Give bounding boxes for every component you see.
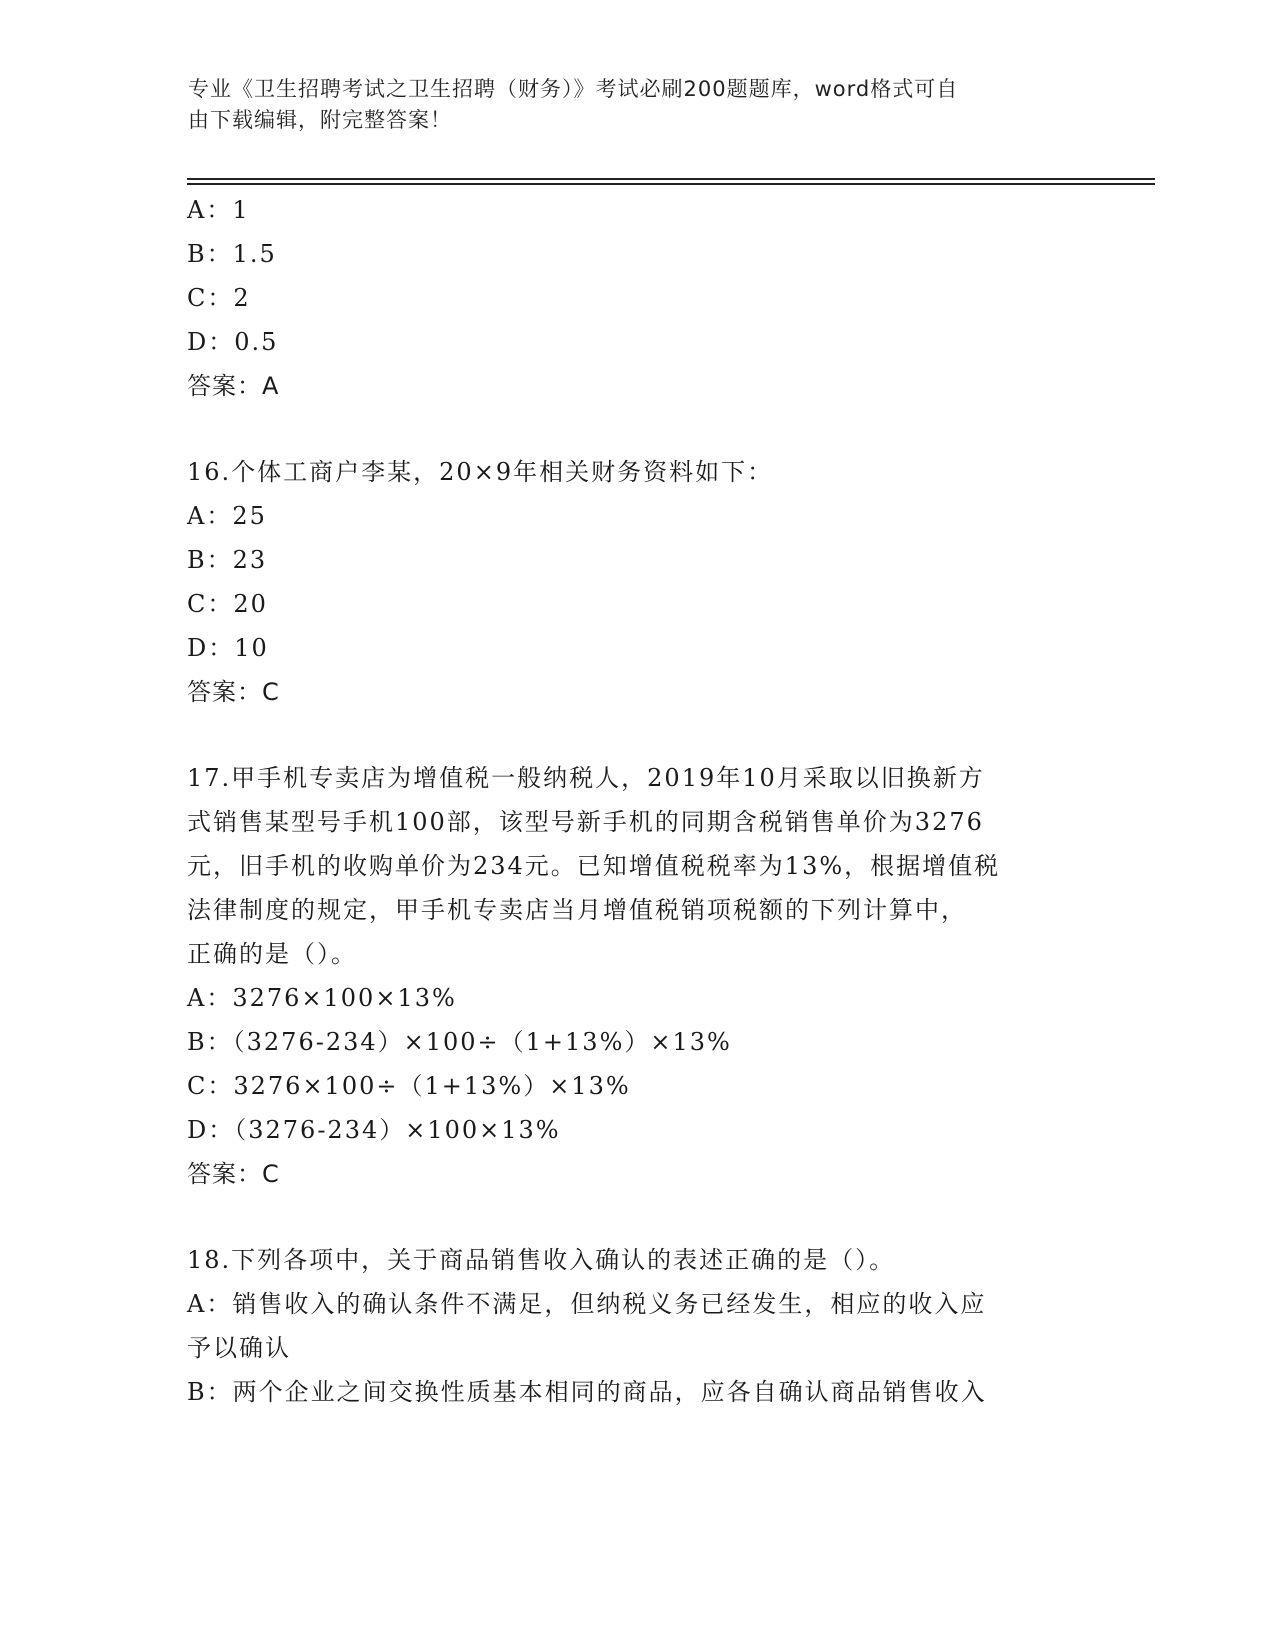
q17-option-a: A：3276×100×13% [187,984,457,1012]
q15-option-b: B：1.5 [187,240,277,268]
q17-stem-line-4: 法律制度的规定，甲手机专卖店当月增值税销项税额的下列计算中， [187,896,967,924]
q16-answer: 答案：C [187,678,280,706]
q17-option-b: B：（3276-234）×100÷（1+13%）×13% [187,1028,732,1056]
q17-stem-line-3: 元，旧手机的收购单价为234元。已知增值税税率为13%，根据增值税 [187,852,1001,880]
q15-option-a: A：1 [187,196,250,224]
q18-option-b: B：两个企业之间交换性质基本相同的商品，应各自确认商品销售收入 [187,1378,987,1406]
q18-option-a-line-2: 予以确认 [187,1334,291,1362]
q16-stem: 16.个体工商户李某，20×9年相关财务资料如下： [187,458,774,486]
q15-option-d: D：0.5 [187,328,279,356]
q15-option-c: C：2 [187,284,251,312]
document-header [188,74,1088,136]
q15-answer: 答案：A [187,372,280,400]
header-divider-bottom [187,183,1155,185]
q17-stem-line-1: 17.甲手机专卖店为增值税一般纳税人，2019年10月采取以旧换新方 [187,764,985,792]
q17-stem-line-2: 式销售某型号手机100部，该型号新手机的同期含税销售单价为3276 [187,808,984,836]
q16-option-a: A：25 [187,502,267,530]
header-divider-top [187,178,1155,180]
q16-option-d: D：10 [187,634,269,662]
q17-stem-line-5: 正确的是（）。 [187,940,357,968]
q17-option-c: C：3276×100÷（1+13%）×13% [187,1072,631,1100]
q18-stem: 18.下列各项中，关于商品销售收入确认的表述正确的是（）。 [187,1246,896,1274]
q16-option-b: B：23 [187,546,268,574]
header-title-line-1: 专业《卫生招聘考试之卫生招聘（财务）》考试必刷200题题库，word格式可自 [188,77,959,101]
header-title-line-2: 由下载编辑，附完整答案！ [188,108,452,132]
q16-option-c: C：20 [187,590,268,618]
q17-option-d: D：（3276-234）×100×13% [187,1116,561,1144]
q18-option-a-line-1: A：销售收入的确认条件不满足，但纳税义务已经发生，相应的收入应 [187,1290,987,1318]
q17-answer: 答案：C [187,1160,280,1188]
